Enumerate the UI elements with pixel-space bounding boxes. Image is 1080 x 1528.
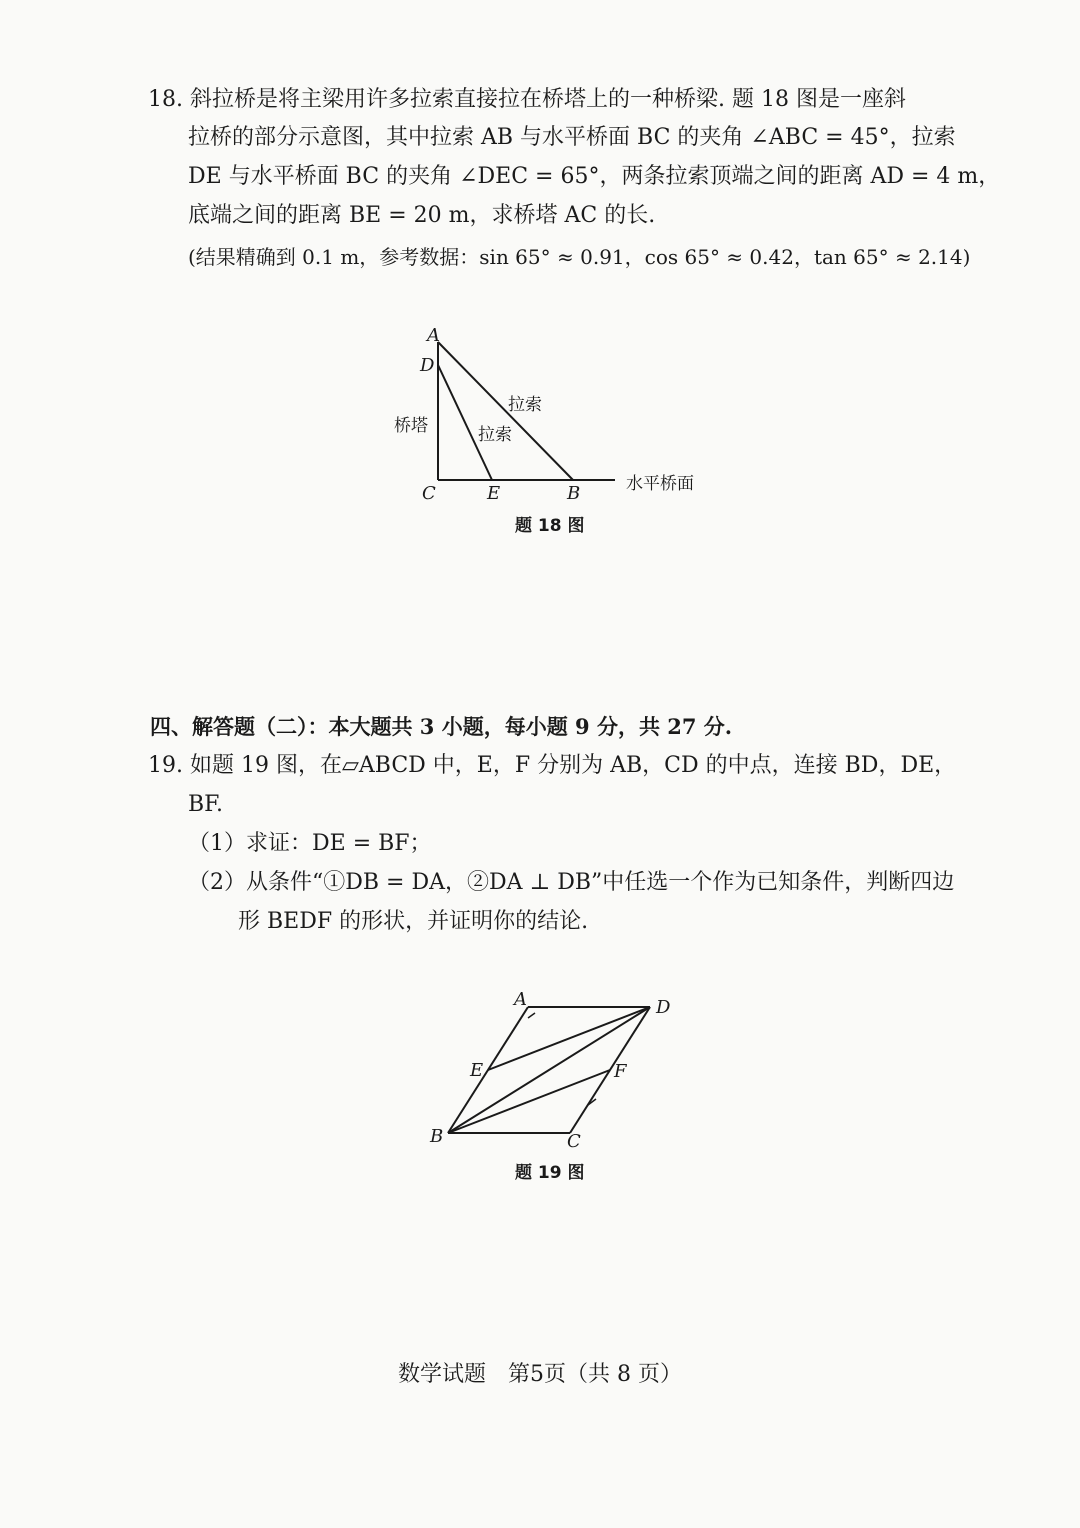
label-d: D <box>656 997 671 1018</box>
q18-line-1: 18. 斜拉桥是将主梁用许多拉索直接拉在桥塔上的一种桥梁. 题 18 图是一座斜 <box>148 87 906 112</box>
label-c: C <box>567 1131 581 1152</box>
figure-18-caption: 题 18 图 <box>515 516 585 536</box>
cable-label-de: 拉索 <box>478 425 512 445</box>
label-d: D <box>420 355 435 376</box>
cable-label-ab: 拉索 <box>508 395 542 415</box>
q19-part-1: （1）求证：DE = BF； <box>188 831 432 856</box>
q19-line-1: 19. 如题 19 图，在▱ABCD 中，E，F 分别为 AB，CD 的中点，连接 BD，DE， <box>148 753 957 778</box>
figure-18-diagram <box>380 315 720 505</box>
q19-part-2-line-2: 形 BEDF 的形状，并证明你的结论. <box>238 909 589 934</box>
label-c: C <box>422 483 436 504</box>
label-a: A <box>514 989 527 1010</box>
q18-note: (结果精确到 0.1 m，参考数据：sin 65° ≈ 0.91，cos 65° ≈ 0.42，tan 65° ≈ 2.14) <box>188 245 971 269</box>
page-footer: 数学试题 第5页（共 8 页） <box>398 1362 682 1387</box>
tower-label: 桥塔 <box>394 416 428 436</box>
label-b: B <box>567 483 581 504</box>
tick-mark-ab <box>528 1013 535 1018</box>
label-a: A <box>427 325 440 346</box>
cable-line-de <box>438 365 492 480</box>
q19-part-2-line-1: （2）从条件“①DB = DA，②DA ⊥ DB”中任选一个作为已知条件，判断四边 <box>188 870 955 895</box>
figure-19-caption: 题 19 图 <box>515 1163 585 1183</box>
label-f: F <box>614 1061 627 1082</box>
q18-line-2: 拉桥的部分示意图，其中拉索 AB 与水平桥面 BC 的夹角 ∠ABC = 45°，拉索 <box>188 125 956 150</box>
q19-line-2: BF. <box>188 792 223 817</box>
label-e: E <box>470 1060 484 1081</box>
label-b: B <box>430 1126 444 1147</box>
section-4-heading: 四、解答题（二）：本大题共 3 小题，每小题 9 分，共 27 分. <box>150 714 733 739</box>
q18-line-4: 底端之间的距离 BE = 20 m，求桥塔 AC 的长. <box>188 203 656 228</box>
figure-19-diagram <box>420 985 690 1155</box>
q18-line-3: DE 与水平桥面 BC 的夹角 ∠DEC = 65°，两条拉索顶端之间的距离 AD = 4 m， <box>188 164 1001 189</box>
label-e: E <box>487 483 501 504</box>
deck-label: 水平桥面 <box>626 474 694 494</box>
cable-line-ab <box>438 342 573 480</box>
